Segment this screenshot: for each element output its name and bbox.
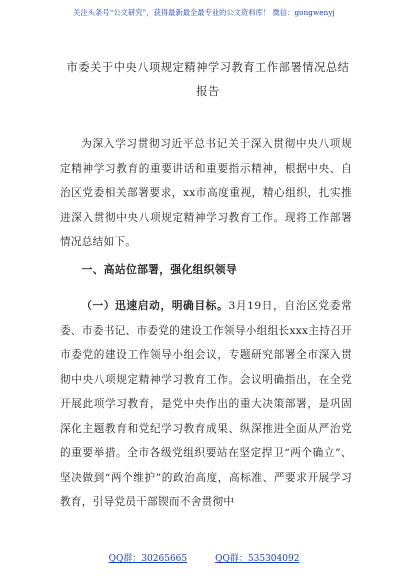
document-title: 市委关于中央八项规定精神学习教育工作部署情况总结报告 [66, 61, 350, 98]
subsection-body: 3月19日，自治区党委常委、市委书记、市委党的建设工作领导小组组长xxx主持召开市委党的建设工作领导小组会议，专题研究部署全市深入贯彻中央八项规定精神学习教育工作。会议明确指出，在全党开展此项学习教育，是党中央作出的重大决策部署，是巩固深化主题教育和党纪学习教育成果、纵深推进全面从严治党的重要举措。全市各级党组织要站在坚定捍卫“两个确立”、坚决做到“两个维护”的政治高度，高标准、严要求开展学习教育，引导党员干部锲而不舍贯彻中 [60, 300, 352, 508]
section-heading: 一、高站位部署，强化组织领导 [81, 263, 237, 276]
qq-group-link-1[interactable]: QQ群：30265665 [108, 554, 188, 564]
subsection-heading: （一）迅速启动，明确目标。 [81, 300, 229, 312]
body-paragraph [60, 294, 352, 515]
intro-paragraph: 为深入学习贯彻习近平总书记关于深入贯彻中央八项规定精神学习教育的重要讲话和重要指示精神，根据中央、自治区党委相关部署要求，xx市高度重视，精心组织，扎实推进深入贯彻中央八项规定精神学习教育工作。现将工作部署情况总结如下。 [60, 138, 352, 248]
qq-group-link-2[interactable]: QQ群：535304092 [215, 554, 300, 564]
footer [0, 551, 408, 564]
top-banner: 关注头条号“公文研究”，获得最新最全最专业的公文资料库！ 微信：gongwenyj [73, 8, 335, 17]
